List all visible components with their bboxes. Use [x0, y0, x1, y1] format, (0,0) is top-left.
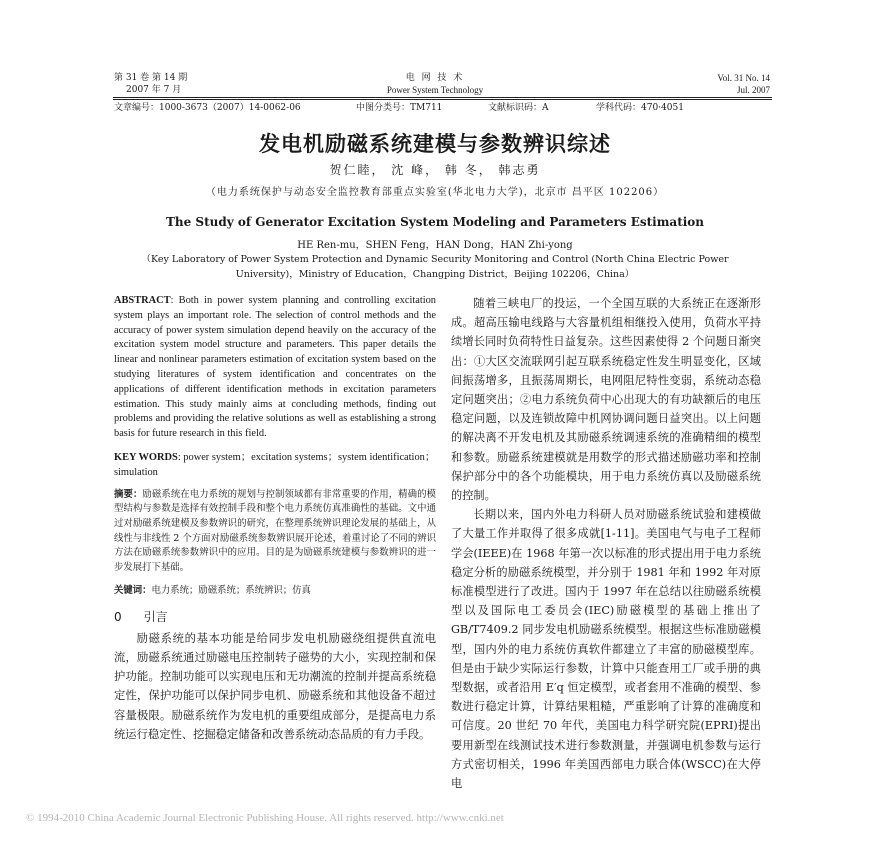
abstract-cn-text: 励磁系统在电力系统的规划与控制领域都有非常重要的作用，精确的模型结构与参数是选择有效控制手段和整个电力系统仿真准确性的基础。文中通过对励磁系统建模及参数辨识的研究，在整理系统辨识理论发展的基础上，从线性与非线性 2 个方面对励磁系统参数辨识展开论述，着重讨论了不同的辨识方法在励磁系统参数辨识中的应用。目的是为励磁系统建模与参数辨识的进一步发展打下基础。: [114, 488, 436, 574]
section-title: 引言: [143, 609, 168, 624]
paper-title-cn: 发电机励磁系统建模与参数辨识综述: [259, 131, 611, 156]
paper-title-en: The Study of Generator Excitation System Modeling and Parameters Estimation: [165, 215, 705, 229]
abstract-en: [114, 294, 436, 442]
journal-name-en: Power System Technology: [386, 85, 484, 95]
authors-en: HE Ren-mu，SHEN Feng，HAN Dong，HAN Zhi-yong: [297, 240, 573, 251]
article-number: 文章编号：1000-3673（2007）14-0062-06: [114, 103, 301, 113]
keywords-cn-text: 电力系统；励磁系统；系统辨识；仿真: [151, 584, 311, 596]
keywords-cn: [114, 584, 436, 598]
intro-paragraph: 励磁系统的基本功能是给同步发电机励磁绕组提供直流电流，励磁系统通过励磁电压控制转子磁势的大小，实现控制和保护功能。控制功能可以实现电压和无功潮流的控制并提高系统稳定性，保护功能可以保护同步电机、励磁系统和其他设备不超过容量极限。励磁系统作为发电机的重要组成部分，是提高电力系统运行稳定性、挖掘稳定储备和改善系统动态品质的有力手段。: [114, 631, 436, 741]
document-code: 文献标识码：A: [488, 103, 549, 113]
abstract-cn: [114, 488, 436, 576]
keywords-cn-label: 关键词：: [114, 584, 152, 596]
date-cn: 2007 年 7 月: [126, 85, 182, 95]
body-paragraph-2: 长期以来，国内外电力科研人员对励磁系统试验和建模做了大量工作并取得了很多成就[1-11]。美国电气与电子工程师学会(IEEE)在 1968 年第一次以标准的形式提出用于电力系统稳定分析的励磁系统模型，并分别于 1981 年和 1992 年对原标准模型进行了改进。国内于 1997 年在总结以往励磁系统模型以及国际电工委员会(IEC)励磁模型的基础上推出了 GB/T7409.2 同步发电机励磁系统模型。根据这些标准励磁模型，国内外的电力系统仿真软件都建立了丰富的励磁模型库。但是由于缺少实际运行参数，计算中只能查用工厂或手册的典型数据，或者沿用 E′q 恒定模型，或者套用不准确的模型、参数进行稳定计算，计算结果粗糙，严重影响了计算的准确度和可信度。20 世纪 70 年代，美国电力科学研究院(EPRI)提出要用新型在线测试技术进行参数测量，并强调电机参数与运行方式密切相关，1996 年美国西部电力联合体(WSCC)在大停电: [451, 508, 761, 791]
journal-name-cn: 电 网 技 术: [405, 73, 465, 83]
section-number: 0: [114, 609, 122, 624]
abstract-en-label: ABSTRACT: [114, 295, 171, 306]
volume-issue-en: Vol. 31 No. 14: [717, 73, 770, 83]
left-column: [114, 294, 436, 744]
clc-number: 中图分类号：TM711: [356, 103, 443, 113]
keywords-en-label: KEY WORDS: [114, 451, 178, 463]
authors-cn: 贺仁睦， 沈 峰， 韩 冬， 韩志勇: [329, 163, 541, 177]
keywords-en: [114, 451, 436, 481]
right-column: [451, 294, 761, 793]
volume-issue-cn: 第 31 卷 第 14 期: [114, 73, 188, 83]
affiliation-cn: （电力系统保护与动态安全监控教育部重点实验室(华北电力大学)，北京市 昌平区 102206）: [205, 187, 665, 198]
header-rule: [113, 97, 772, 98]
keywords-en-text: : power system；excitation systems；system identification；simulation: [114, 451, 436, 478]
copyright-footer: © 1994-2010 China Academic Journal Electronic Publishing House. All rights reserved. http://www.cnki.net: [26, 812, 504, 824]
abstract-cn-label: 摘要：: [114, 488, 143, 500]
abstract-en-text: : Both in power system planning and controlling excitation system plays an important role. The selection of control methods and the accuracy of power system simulation depend heavily on the accuracy of the excitation system model structure and parameters. This paper details the linear and nonlinear parameters estimation of excitation system based on the studying literatures of system identification and concentrates on the applications of different identification methods in excitation parameters estimation. This study mainly aims at concluding methods, finding out problems and providing the relative solutions as well as establishing a strong basis for future research in this field.: [114, 295, 436, 440]
affiliation-en: （Key Laboratory of Power System Protection and Dynamic Security Monitoring and Control (North China Electric Power University)，Ministry of Education，Changping District，Beijing 102206，China）: [141, 254, 729, 280]
body-paragraph-1: 随着三峡电厂的投运，一个全国互联的大系统正在逐渐形成。超高压输电线路与大容量机组相继投入使用，负荷水平持续增长同时负荷特性日益复杂。这些因素使得 2 个问题日渐突出：①大区交流联网引起互联系统稳定性发生明显变化，区域间振荡增多，且振荡周期长，电网阻尼特性变弱，系统动态稳定问题突出；②电力系统负荷中心出现大的有功缺额后的电压稳定问题，以及连锁故障中机网协调问题日益突出。以上问题的解决离不开发电机及其励磁系统调速系统的准确精细的模型和参数。励磁系统建模就是用数学的形式描述励磁功率和控制保护部分中的各个功能模块，用于电力系统仿真以及励磁系统的控制。: [451, 297, 761, 503]
section-heading-intro: [114, 608, 436, 625]
header-rule-2: [113, 99, 772, 100]
date-en: Jul. 2007: [736, 85, 770, 95]
subject-code: 学科代码：470·4051: [596, 103, 684, 113]
